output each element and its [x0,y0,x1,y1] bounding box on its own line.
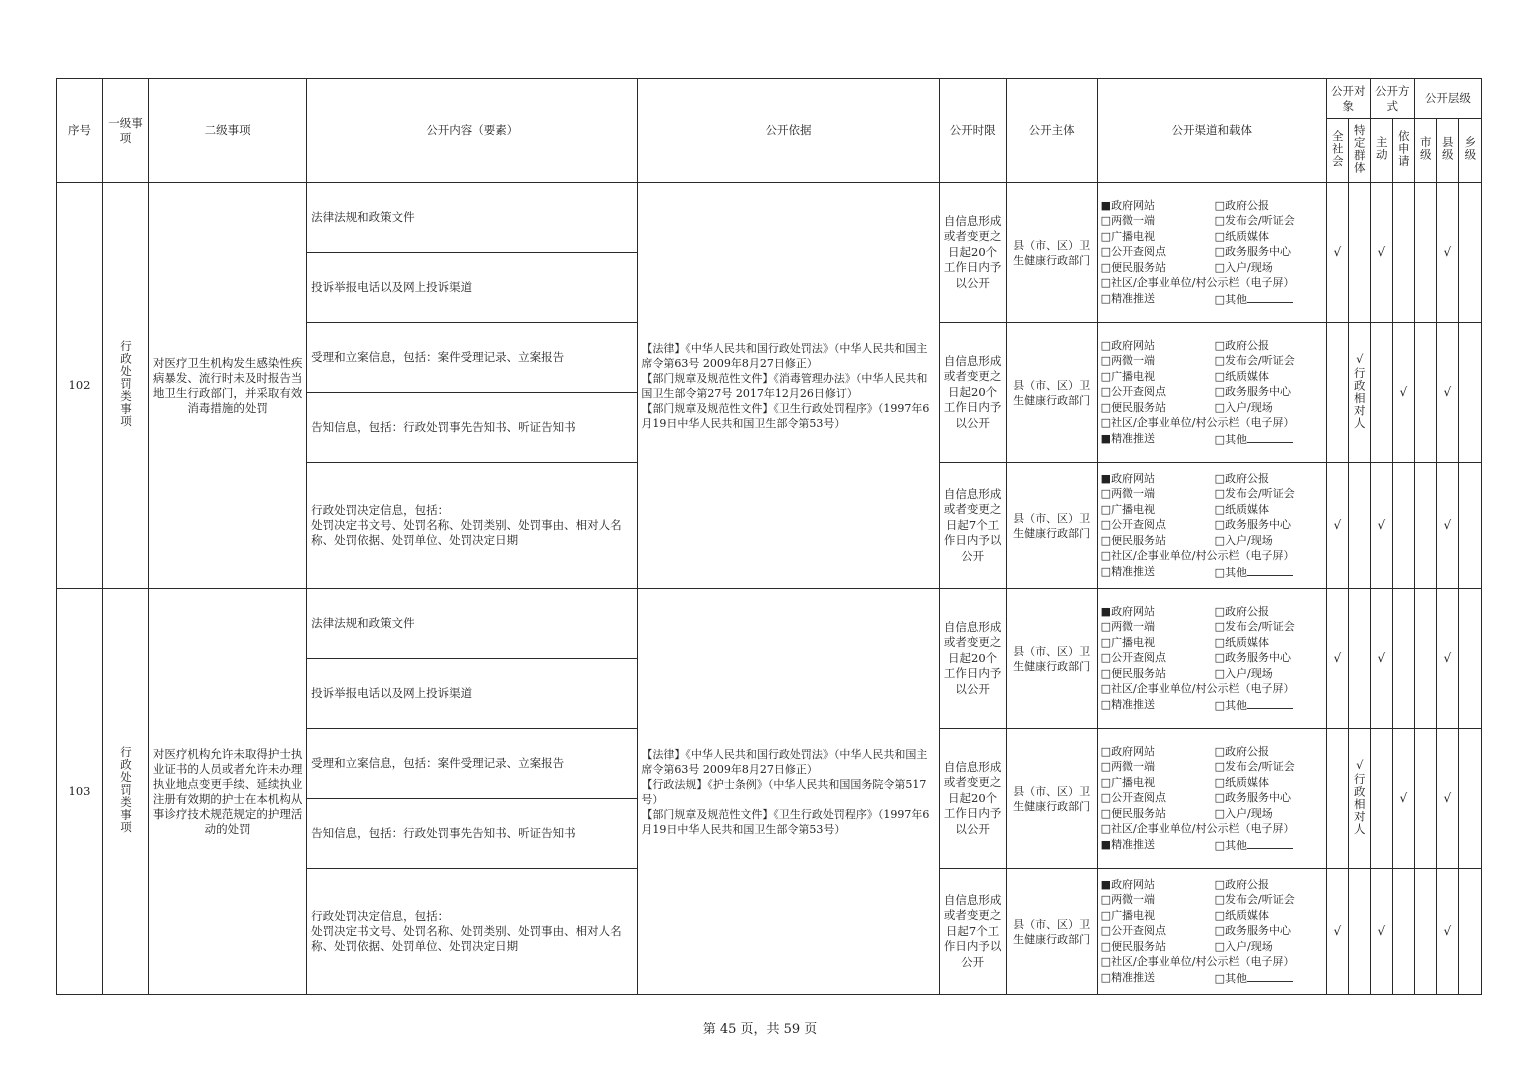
checkbox-icon: □ [1100,502,1112,516]
checkbox-icon: □ [1100,564,1112,578]
channel-option-precise: ■精准推送 [1100,837,1156,851]
checkbox-icon: □ [1214,471,1226,485]
checkbox-icon: □ [1214,877,1226,891]
channel-option-service-center: □政务服务中心 [1214,245,1292,259]
channel-option-reading-point: □公开查阅点 [1100,924,1167,938]
mark-specific [1348,869,1370,995]
channel-option-two-wei: □两微一端 [1100,620,1156,634]
subject-cell: 县（市、区）卫生健康行政部门 [1006,729,1097,869]
checkbox-icon: □ [1214,924,1226,938]
checkbox-icon: □ [1100,354,1112,368]
fill-blank [1247,431,1293,443]
checkbox-icon: □ [1214,775,1226,789]
checkbox-icon: □ [1100,291,1112,305]
channel-option-door-site: □入户/现场 [1214,533,1273,547]
channel-option-paper: □纸质媒体 [1214,635,1270,649]
time-cell: 自信息形成或者变更之日起20个工作日内予以公开 [939,183,1006,323]
checkbox-icon: □ [1100,635,1112,649]
header-level: 公开层级 [1414,79,1481,119]
channel-option-other: □其他 [1215,970,1325,987]
mark-county: √ [1436,589,1458,729]
channel-option-broadcast: □广播电视 [1100,229,1156,243]
channel-option-service-station: □便民服务站 [1100,260,1167,274]
checkbox-icon: □ [1100,760,1112,774]
channel-option-door-site: □入户/现场 [1214,260,1273,274]
fill-blank [1247,291,1293,303]
level2-cell: 对医疗机构允许未取得护士执业证书的人员或者允许未办理执业地点变更手续、延续执业注册有效期的护士在本机构从事诊疗技术规范规定的护理活动的处罚 [149,589,307,995]
mark-county: √ [1436,869,1458,995]
channel-option-gov-bulletin: □政府公报 [1214,471,1270,485]
channel-option-broadcast: □广播电视 [1100,775,1156,789]
channel-option-gov-bulletin: □政府公报 [1214,604,1270,618]
fill-blank [1247,697,1293,709]
checkbox-icon: □ [1100,775,1112,789]
header-level1: 一级事项 [103,79,149,183]
content-cell: 受理和立案信息，包括：案件受理记录、立案报告 [307,323,638,393]
fill-blank [1247,970,1293,982]
mark-all: √ [1326,183,1348,323]
mark-active [1370,729,1392,869]
mark-request: √ [1392,729,1414,869]
channel-cell [1097,729,1326,869]
checkbox-icon: □ [1214,292,1226,306]
channel-cell [1097,183,1326,323]
checkbox-icon: □ [1100,549,1112,563]
fill-blank [1247,564,1293,576]
channel-option-precise: □精准推送 [1100,970,1156,984]
channel-option-paper: □纸质媒体 [1214,369,1270,383]
mark-active: √ [1370,869,1392,995]
mark-request [1392,869,1414,995]
checkbox-icon: □ [1214,698,1226,712]
channel-option-paper: □纸质媒体 [1214,229,1270,243]
channel-option-reading-point: □公开查阅点 [1100,518,1167,532]
seq-cell: 102 [57,183,103,589]
checkbox-icon: □ [1100,369,1112,383]
mark-active: √ [1370,589,1392,729]
channel-option-broadcast: □广播电视 [1100,635,1156,649]
mark-request: √ [1392,323,1414,463]
channel-option-reading-point: □公开查阅点 [1100,385,1167,399]
content-cell: 投诉举报电话以及网上投诉渠道 [307,659,638,729]
channel-list [1098,471,1326,581]
checkbox-checked-icon: ■ [1100,431,1112,445]
channel-option-press-conf: □发布会/听证会 [1214,893,1295,907]
header-time: 公开时限 [939,79,1006,183]
channel-option-gov-site: ■政府网站 [1100,198,1156,212]
checkbox-icon: □ [1214,198,1226,212]
channel-option-gov-site: ■政府网站 [1100,604,1156,618]
checkbox-icon: □ [1100,229,1112,243]
mark-city [1414,323,1436,463]
mark-specific: √行政相对人 [1348,323,1370,463]
checkbox-icon: □ [1214,432,1226,446]
channel-option-paper: □纸质媒体 [1214,775,1270,789]
checkbox-icon: □ [1214,400,1226,414]
checkbox-icon: □ [1100,214,1112,228]
checkbox-icon: □ [1214,971,1226,985]
channel-option-gov-bulletin: □政府公报 [1214,338,1270,352]
checkbox-icon: □ [1214,651,1226,665]
mark-city [1414,463,1436,589]
channel-option-two-wei: □两微一端 [1100,487,1156,501]
checkbox-icon: □ [1214,229,1226,243]
channel-option-precise: □精准推送 [1100,697,1156,711]
content-cell: 行政处罚决定信息，包括： 处罚决定书文号、处罚名称、处罚类别、处罚事由、相对人名称、处罚依据、处罚单位、处罚决定日期 [307,463,638,589]
subject-cell: 县（市、区）卫生健康行政部门 [1006,869,1097,995]
level1-cell: 行政处罚类事项 [103,183,149,589]
channel-option-service-station: □便民服务站 [1100,533,1167,547]
channel-option-community: □社区/企事业单位/村公示栏（电子屏） [1100,682,1295,696]
header-level-town: 乡级 [1458,119,1481,183]
header-level-county: 县级 [1436,119,1458,183]
header-mode-request: 依申请 [1392,119,1414,183]
channel-option-reading-point: □公开查阅点 [1100,245,1167,259]
subject-cell: 县（市、区）卫生健康行政部门 [1006,183,1097,323]
channel-option-service-station: □便民服务站 [1100,806,1167,820]
checkbox-icon: □ [1214,518,1226,532]
table-row [57,589,1482,659]
mark-specific: √行政相对人 [1348,729,1370,869]
header-mode-active: 主动 [1370,119,1392,183]
level2-cell: 对医疗卫生机构发生感染性疾病暴发、流行时未及时报告当地卫生行政部门，并采取有效消毒措施的处罚 [149,183,307,589]
mark-all: √ [1326,869,1348,995]
checkbox-icon: □ [1100,908,1112,922]
header-content: 公开内容（要素） [307,79,638,183]
checkbox-icon: □ [1100,806,1112,820]
mark-county: √ [1436,183,1458,323]
checkbox-icon: □ [1100,970,1112,984]
checkbox-icon: □ [1214,791,1226,805]
checkbox-icon: □ [1214,666,1226,680]
mark-specific [1348,463,1370,589]
checkbox-icon: □ [1100,620,1112,634]
channel-option-service-station: □便民服务站 [1100,666,1167,680]
mark-active: √ [1370,183,1392,323]
basis-cell: 【法律】《中华人民共和国行政处罚法》（中华人民共和国主席令第63号 2009年8月27日修正） 【行政法规】《护士条例》（中华人民共和国国务院令第517号） 【部门规章及规范性文件】《卫生行政处罚程序》（1997年6月19日中华人民共和国卫生部令第53号） [638,589,939,995]
checkbox-icon: □ [1214,838,1226,852]
channel-option-community: □社区/企事业单位/村公示栏（电子屏） [1100,276,1295,290]
mark-all [1326,729,1348,869]
channel-option-other: □其他 [1215,291,1325,308]
checkbox-icon: □ [1100,955,1112,969]
channel-option-community: □社区/企事业单位/村公示栏（电子屏） [1100,549,1295,563]
checkbox-checked-icon: ■ [1100,471,1112,485]
channel-cell [1097,589,1326,729]
channel-list [1098,877,1326,987]
channel-list [1098,198,1326,308]
header-level-city: 市级 [1414,119,1436,183]
channel-option-gov-site: ■政府网站 [1100,877,1156,891]
mark-town [1458,183,1481,323]
checkbox-icon: □ [1214,533,1226,547]
channel-cell [1097,323,1326,463]
channel-option-community: □社区/企事业单位/村公示栏（电子屏） [1100,416,1295,430]
mark-county: √ [1436,323,1458,463]
checkbox-icon: □ [1214,338,1226,352]
checkbox-icon: □ [1214,214,1226,228]
checkbox-icon: □ [1100,893,1112,907]
channel-option-service-center: □政务服务中心 [1214,924,1292,938]
checkbox-icon: □ [1214,620,1226,634]
level1-cell: 行政处罚类事项 [103,589,149,995]
checkbox-icon: □ [1214,893,1226,907]
channel-option-gov-site: □政府网站 [1100,338,1156,352]
mark-all [1326,323,1348,463]
channel-option-gov-site: ■政府网站 [1100,471,1156,485]
checkbox-checked-icon: ■ [1100,198,1112,212]
channel-option-service-center: □政务服务中心 [1214,791,1292,805]
seq-cell: 103 [57,589,103,995]
channel-option-press-conf: □发布会/听证会 [1214,487,1295,501]
channel-option-door-site: □入户/现场 [1214,806,1273,820]
checkbox-icon: □ [1214,908,1226,922]
mark-city [1414,869,1436,995]
checkbox-icon: □ [1100,924,1112,938]
channel-option-paper: □纸质媒体 [1214,908,1270,922]
checkbox-icon: □ [1214,806,1226,820]
mark-town [1458,589,1481,729]
mark-all: √ [1326,589,1348,729]
subject-cell: 县（市、区）卫生健康行政部门 [1006,463,1097,589]
channel-option-service-center: □政务服务中心 [1214,651,1292,665]
channel-option-two-wei: □两微一端 [1100,760,1156,774]
checkbox-icon: □ [1100,245,1112,259]
header-target-specific: 特定群体 [1348,119,1370,183]
channel-option-two-wei: □两微一端 [1100,214,1156,228]
checkbox-icon: □ [1100,487,1112,501]
content-cell: 告知信息，包括：行政处罚事先告知书、听证告知书 [307,393,638,463]
channel-option-service-station: □便民服务站 [1100,400,1167,414]
header-mode: 公开方式 [1370,79,1414,119]
checkbox-icon: □ [1214,354,1226,368]
channel-option-community: □社区/企事业单位/村公示栏（电子屏） [1100,955,1295,969]
checkbox-icon: □ [1214,939,1226,953]
checkbox-icon: □ [1100,651,1112,665]
table-row [57,183,1482,253]
mark-county: √ [1436,463,1458,589]
subject-cell: 县（市、区）卫生健康行政部门 [1006,323,1097,463]
mark-specific [1348,183,1370,323]
header-target-all: 全社会 [1326,119,1348,183]
checkbox-icon: □ [1214,502,1226,516]
channel-option-service-station: □便民服务站 [1100,939,1167,953]
page-footer: 第 45 页，共 59 页 [702,1022,818,1037]
subject-cell: 县（市、区）卫生健康行政部门 [1006,589,1097,729]
channel-list [1098,604,1326,714]
content-cell: 投诉举报电话以及网上投诉渠道 [307,253,638,323]
checkbox-icon: □ [1100,682,1112,696]
checkbox-checked-icon: ■ [1100,604,1112,618]
channel-option-broadcast: □广播电视 [1100,369,1156,383]
channel-option-broadcast: □广播电视 [1100,502,1156,516]
time-cell: 自信息形成或者变更之日起7个工作日内予以公开 [939,869,1006,995]
header-seq: 序号 [57,79,103,183]
checkbox-icon: □ [1100,666,1112,680]
channel-option-community: □社区/企事业单位/村公示栏（电子屏） [1100,822,1295,836]
mark-town [1458,323,1481,463]
channel-cell [1097,869,1326,995]
channel-option-two-wei: □两微一端 [1100,893,1156,907]
checkbox-icon: □ [1214,604,1226,618]
channel-option-other: □其他 [1215,697,1325,714]
mark-active: √ [1370,463,1392,589]
checkbox-icon: □ [1100,385,1112,399]
header-target: 公开对象 [1326,79,1370,119]
mark-city [1414,589,1436,729]
fill-blank [1247,837,1293,849]
checkbox-icon: □ [1100,518,1112,532]
channel-list [1098,338,1326,448]
channel-option-door-site: □入户/现场 [1214,939,1273,953]
checkbox-checked-icon: ■ [1100,837,1112,851]
mark-request [1392,463,1414,589]
checkbox-icon: □ [1100,939,1112,953]
mark-specific [1348,589,1370,729]
checkbox-icon: □ [1100,260,1112,274]
mark-city [1414,183,1436,323]
time-cell: 自信息形成或者变更之日起20个工作日内予以公开 [939,729,1006,869]
checkbox-icon: □ [1100,791,1112,805]
mark-request [1392,589,1414,729]
channel-option-two-wei: □两微一端 [1100,354,1156,368]
checkbox-icon: □ [1100,400,1112,414]
channel-option-broadcast: □广播电视 [1100,908,1156,922]
checkbox-icon: □ [1100,744,1112,758]
channel-option-gov-bulletin: □政府公报 [1214,198,1270,212]
channel-option-reading-point: □公开查阅点 [1100,651,1167,665]
checkbox-icon: □ [1100,822,1112,836]
checkbox-icon: □ [1100,338,1112,352]
mark-request [1392,183,1414,323]
header-basis: 公开依据 [638,79,939,183]
checkbox-icon: □ [1214,760,1226,774]
checkbox-icon: □ [1100,533,1112,547]
content-cell: 法律法规和政策文件 [307,589,638,659]
channel-option-door-site: □入户/现场 [1214,666,1273,680]
content-cell: 告知信息，包括：行政处罚事先告知书、听证告知书 [307,799,638,869]
mark-city [1414,729,1436,869]
channel-option-door-site: □入户/现场 [1214,400,1273,414]
header-channel: 公开渠道和载体 [1097,79,1326,183]
channel-option-press-conf: □发布会/听证会 [1214,620,1295,634]
checkbox-icon: □ [1214,565,1226,579]
mark-town [1458,729,1481,869]
channel-option-other: □其他 [1215,431,1325,448]
channel-option-service-center: □政务服务中心 [1214,518,1292,532]
content-cell: 行政处罚决定信息，包括： 处罚决定书文号、处罚名称、处罚类别、处罚事由、相对人名称、处罚依据、处罚单位、处罚决定日期 [307,869,638,995]
channel-option-precise: ■精准推送 [1100,431,1156,445]
content-cell: 受理和立案信息，包括：案件受理记录、立案报告 [307,729,638,799]
channel-option-gov-bulletin: □政府公报 [1214,744,1270,758]
channel-option-other: □其他 [1215,564,1325,581]
channel-cell [1097,463,1326,589]
channel-list [1098,744,1326,854]
channel-option-press-conf: □发布会/听证会 [1214,214,1295,228]
channel-option-paper: □纸质媒体 [1214,502,1270,516]
mark-active [1370,323,1392,463]
time-cell: 自信息形成或者变更之日起7个工作日内予以公开 [939,463,1006,589]
channel-option-gov-bulletin: □政府公报 [1214,877,1270,891]
checkbox-icon: □ [1214,369,1226,383]
checkbox-icon: □ [1100,276,1112,290]
checkbox-icon: □ [1214,260,1226,274]
checkbox-icon: □ [1100,697,1112,711]
basis-cell: 【法律】《中华人民共和国行政处罚法》（中华人民共和国主席令第63号 2009年8月27日修正） 【部门规章及规范性文件】《消毒管理办法》（中华人民共和国卫生部令第27号 2017年12月26日修订） 【部门规章及规范性文件】《卫生行政处罚程序》（1997年6月19日中华人民共和国卫生部令第53号） [638,183,939,589]
channel-option-press-conf: □发布会/听证会 [1214,760,1295,774]
channel-option-other: □其他 [1215,837,1325,854]
channel-option-gov-site: □政府网站 [1100,744,1156,758]
content-cell: 法律法规和政策文件 [307,183,638,253]
checkbox-icon: □ [1214,245,1226,259]
mark-all: √ [1326,463,1348,589]
mark-town [1458,869,1481,995]
channel-option-reading-point: □公开查阅点 [1100,791,1167,805]
header-level2: 二级事项 [149,79,307,183]
channel-option-press-conf: □发布会/听证会 [1214,354,1295,368]
time-cell: 自信息形成或者变更之日起20个工作日内予以公开 [939,323,1006,463]
channel-option-precise: □精准推送 [1100,291,1156,305]
channel-option-precise: □精准推送 [1100,564,1156,578]
checkbox-icon: □ [1214,635,1226,649]
disclosure-table [56,78,1482,995]
checkbox-icon: □ [1214,487,1226,501]
checkbox-icon: □ [1214,744,1226,758]
checkbox-icon: □ [1214,385,1226,399]
mark-town [1458,463,1481,589]
mark-county: √ [1436,729,1458,869]
channel-option-service-center: □政务服务中心 [1214,385,1292,399]
checkbox-icon: □ [1100,416,1112,430]
header-subject: 公开主体 [1006,79,1097,183]
time-cell: 自信息形成或者变更之日起20个工作日内予以公开 [939,589,1006,729]
checkbox-checked-icon: ■ [1100,877,1112,891]
